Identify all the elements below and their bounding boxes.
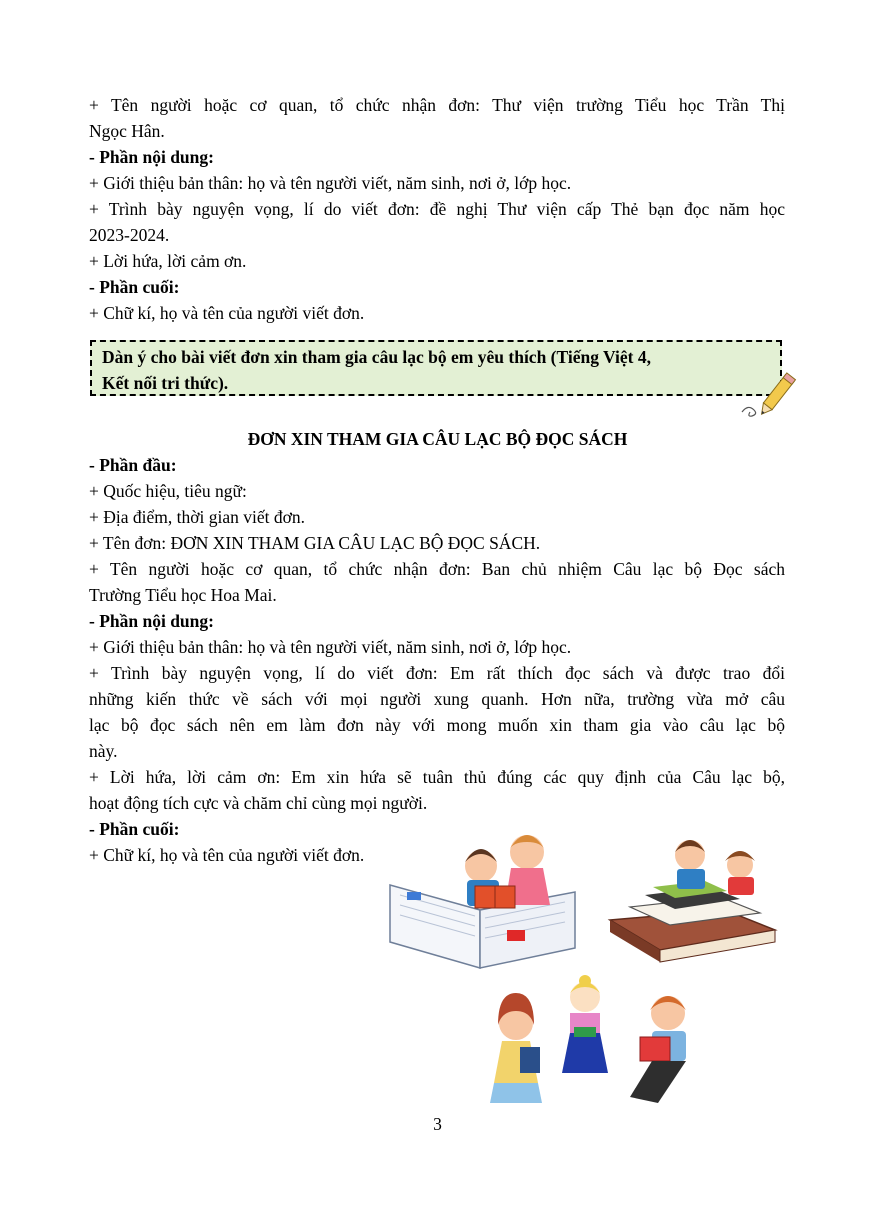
page-number: 3 <box>433 1114 442 1134</box>
three-children-reading-illustration <box>480 975 725 1115</box>
outline-line: + Trình bày nguyện vọng, lí do viết đơn: Em rất thích đọc sách và được trao đổi <box>89 663 785 683</box>
section-heading: - Phần cuối: <box>89 277 180 297</box>
outline-line: những kiến thức về sách với mọi người xung quanh. Hơn nữa, trường vừa mở câu <box>89 689 785 709</box>
section-heading: - Phần đầu: <box>89 455 177 475</box>
document-title: ĐƠN XIN THAM GIA CÂU LẠC BỘ ĐỌC SÁCH <box>247 429 628 449</box>
outline-line: hoạt động tích cực và chăm chỉ cùng mọi người. <box>89 793 428 813</box>
pencil-icon <box>738 368 800 420</box>
outline-line: này. <box>89 741 118 761</box>
callout-line: Dàn ý cho bài viết đơn xin tham gia câu lạc bộ em yêu thích (Tiếng Việt 4, <box>102 347 651 367</box>
section-heading: - Phần nội dung: <box>89 147 214 167</box>
children-on-book-stack-illustration <box>605 835 780 965</box>
outline-line: Trường Tiểu học Hoa Mai. <box>89 585 277 605</box>
club-application-outline <box>89 452 785 868</box>
callout-line: Kết nối tri thức). <box>102 373 229 393</box>
intro-line: + Giới thiệu bản thân: họ và tên người viết, năm sinh, nơi ở, lớp học. <box>89 173 572 193</box>
outline-line: + Giới thiệu bản thân: họ và tên người viết, năm sinh, nơi ở, lớp học. <box>89 637 572 657</box>
children-reading-on-book-illustration <box>385 830 585 975</box>
outline-line: + Địa điểm, thời gian viết đơn. <box>89 507 305 527</box>
recipient-line: Ngọc Hân. <box>89 121 165 141</box>
outline-line: + Chữ kí, họ và tên của người viết đơn. <box>89 845 365 865</box>
wish-line: + Trình bày nguyện vọng, lí do viết đơn: đề nghị Thư viện cấp Thẻ bạn đọc năm học <box>89 199 785 219</box>
recipient-line: + Tên người hoặc cơ quan, tổ chức nhận đơn: Thư viện trường Tiểu học Trần Thị <box>89 95 785 115</box>
wish-line: 2023-2024. <box>89 225 170 245</box>
outline-line: + Tên đơn: ĐƠN XIN THAM GIA CÂU LẠC BỘ ĐỌC SÁCH. <box>89 533 541 553</box>
section-heading: - Phần nội dung: <box>89 611 214 631</box>
outline-line: lạc bộ đọc sách nên em làm đơn này với mong muốn xin tham gia vào câu lạc bộ <box>89 715 785 735</box>
application-outline-end <box>89 92 785 326</box>
outline-line: + Tên người hoặc cơ quan, tổ chức nhận đơn: Ban chủ nhiệm Câu lạc bộ Đọc sách <box>89 559 785 579</box>
callout-box <box>90 340 782 396</box>
promise-line: + Lời hứa, lời cảm ơn. <box>89 251 247 271</box>
outline-line: + Lời hứa, lời cảm ơn: Em xin hứa sẽ tuân thủ đúng các quy định của Câu lạc bộ, <box>89 767 785 787</box>
section-heading: - Phần cuối: <box>89 819 180 839</box>
outline-line: + Quốc hiệu, tiêu ngữ: <box>89 481 247 501</box>
signature-line: + Chữ kí, họ và tên của người viết đơn. <box>89 303 365 323</box>
